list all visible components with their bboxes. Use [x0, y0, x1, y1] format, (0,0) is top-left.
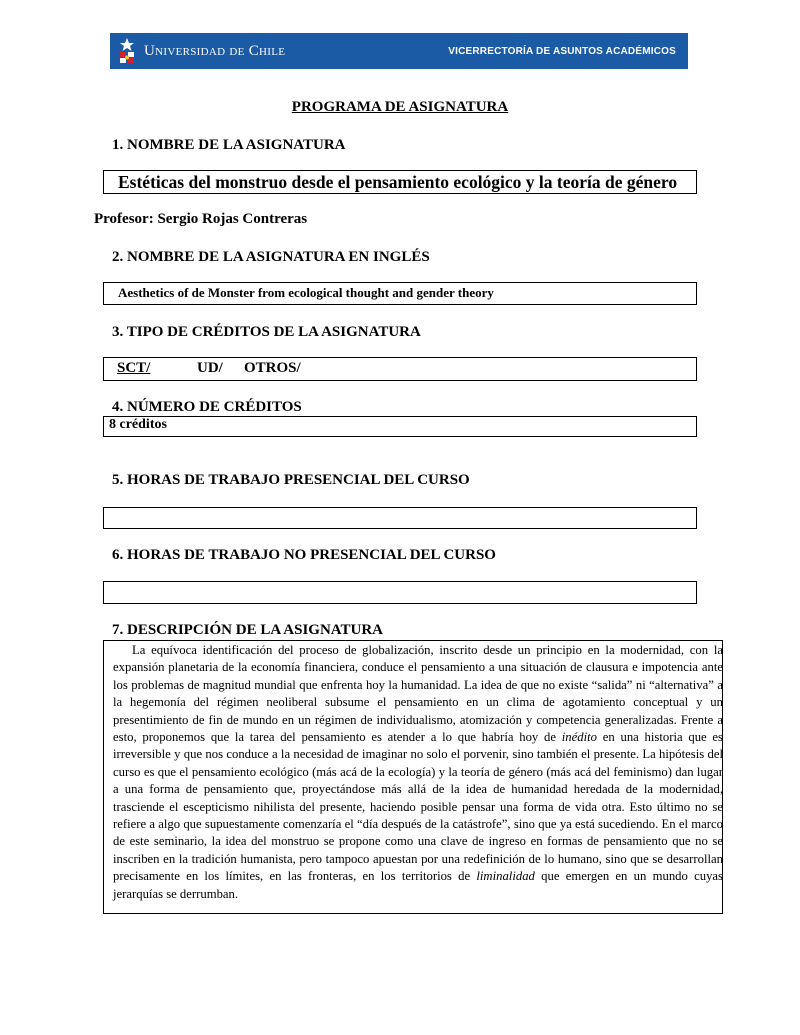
- english-name-box: [103, 282, 697, 305]
- description-box: [103, 640, 723, 914]
- credit-type-ud: UD/: [197, 360, 223, 376]
- in-person-hours-box: [103, 507, 697, 529]
- course-name-value: Estéticas del monstruo desde el pensamiento ecológico y la teoría de género: [118, 172, 678, 192]
- credit-type-box: [103, 357, 697, 381]
- university-crest-icon: [118, 37, 136, 65]
- section-4-heading: 4. NÚMERO DE CRÉDITOS: [112, 399, 302, 415]
- credit-type-otros: OTROS/: [244, 360, 301, 376]
- professor-line: Profesor: Sergio Rojas Contreras: [94, 211, 308, 227]
- vicerrectoria-label: VICERRECTORÍA DE ASUNTOS ACADÉMICOS: [448, 45, 676, 57]
- description-part-3: que emergen en un mundo cuyas jerarquías se derrumban.: [113, 869, 723, 901]
- header-banner: [110, 33, 688, 69]
- course-name-box: [103, 170, 697, 194]
- description-emphasis-inedito: inédito: [561, 730, 597, 745]
- section-2-heading: 2. NOMBRE DE LA ASIGNATURA EN INGLÉS: [112, 249, 430, 265]
- credits-number-box: [103, 416, 697, 437]
- section-5-heading: 5. HORAS DE TRABAJO PRESENCIAL DEL CURSO: [112, 472, 470, 488]
- description-emphasis-liminalidad: liminalidad: [476, 869, 535, 884]
- section-1-heading: 1. NOMBRE DE LA ASIGNATURA: [112, 137, 346, 153]
- description-part-2: en una historia que es irreversible y que nos conduce a la necesidad de imaginar no solo el porvenir, sino también el presente. La hipótesis del curso es que el pensamiento ecológico (más acá de la ecología) y la teoría de género (más acá del feminismo) dan lugar a una forma de pensamiento que, proyectándose más allá de la idea de humanidad heredada de la modernidad, trasciende el escepticismo nihilista del presente, haciendo posible pensar una forma de vida otra. Esto último no se refiere a algo que supuestamente comenzaría el “día después de la catástrofe”, sino que ya está sucediendo. En el marco de este seminario, la idea del monstruo se propone como una clave de ingreso en formas de pensamiento que no se inscriben en la tradición humanista, pero tampoco apuestan por una redefinición de lo humano, sino que se desarrollan precisamente en los límites, en las fronteras, en los territorios de: [113, 730, 723, 884]
- credit-type-sct: SCT/: [117, 360, 151, 376]
- document-title: PROGRAMA DE ASIGNATURA: [291, 99, 509, 115]
- section-7-heading: 7. DESCRIPCIÓN DE LA ASIGNATURA: [112, 622, 384, 638]
- university-name: Universidad de Chile: [144, 42, 286, 59]
- university-branding: [118, 37, 285, 65]
- credits-number-value: 8 créditos: [109, 417, 167, 432]
- section-3-heading: 3. TIPO DE CRÉDITOS DE LA ASIGNATURA: [112, 324, 421, 340]
- description-text: [113, 642, 723, 903]
- description-part-1: La equívoca identificación del proceso de globalización, inscrito desde un principio en la modernidad, con la expansión planetaria de la economía financiera, conduce el pensamiento a una situación de clausura e impotencia ante los problemas de magnitud mundial que enfrenta hoy la humanidad. La idea de que no existe “salida” ni “alternativa” a la hegemonía del régimen neoliberal subsume el pensamiento en un clima de agotamiento conceptual y un presentimiento de fin de mundo en un régimen de individualismo, atomización y competencia generalizadas. Frente a esto, proponemos que la tarea del pensamiento es atender a lo que habría hoy de: [113, 643, 723, 745]
- remote-hours-box: [103, 581, 697, 604]
- section-6-heading: 6. HORAS DE TRABAJO NO PRESENCIAL DEL CURSO: [112, 547, 496, 563]
- english-name-value: Aesthetics of de Monster from ecological thought and gender theory: [118, 285, 494, 300]
